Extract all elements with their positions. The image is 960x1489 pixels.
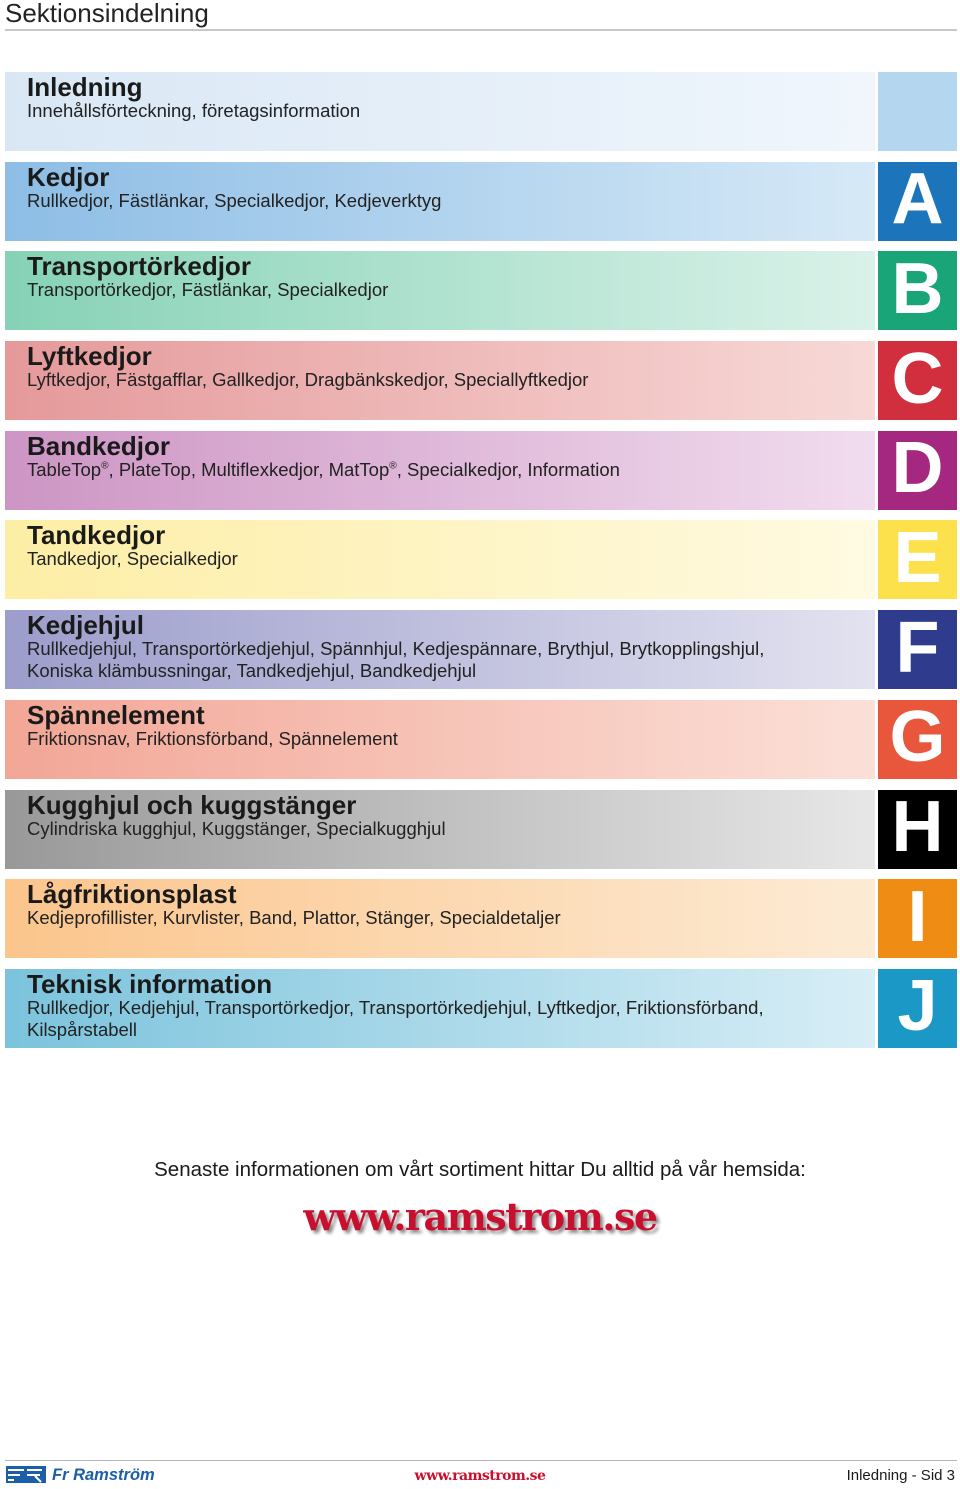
section-row-lagfriktionsplast[interactable] bbox=[5, 876, 957, 958]
section-title: Tandkedjor bbox=[27, 520, 166, 551]
section-tab-b[interactable] bbox=[878, 248, 957, 330]
section-band bbox=[5, 341, 875, 420]
section-band bbox=[5, 431, 875, 510]
section-tab-i[interactable] bbox=[878, 876, 957, 958]
section-row-teknisk-information[interactable] bbox=[5, 966, 957, 1048]
section-row-transportorkedjor[interactable] bbox=[5, 248, 957, 330]
section-subtitle: Rullkedjor, Kedjehjul, Transportörkedjor, Transportörkedjehjul, Lyftkedjor, Friktionsförband, Kilspårstabell bbox=[27, 996, 764, 1040]
section-tab-letter: G bbox=[889, 697, 946, 778]
section-title: Spännelement bbox=[27, 699, 205, 730]
section-tab-a[interactable] bbox=[878, 159, 957, 241]
section-tab-letter: A bbox=[891, 159, 944, 240]
section-tab-c[interactable] bbox=[878, 338, 957, 420]
section-subtitle: TableTop®, PlateTop, Multiflexkedjor, MatTop®, Specialkedjor, Information bbox=[27, 458, 620, 480]
section-band bbox=[5, 879, 875, 958]
section-title: Kugghjul och kuggstänger bbox=[27, 789, 357, 820]
section-tab-inledning[interactable] bbox=[878, 72, 957, 151]
section-subtitle: Rullkedjehjul, Transportörkedjehjul, Spännhjul, Kedjespännare, Brythjul, Brytkopplingshjul, Koniska klämbussningar, Tandkedjehjul, Bandkedjehjul bbox=[27, 638, 765, 682]
section-subtitle: Kedjeprofillister, Kurvlister, Band, Plattor, Stänger, Specialdetaljer bbox=[27, 907, 561, 929]
section-row-inledning[interactable] bbox=[5, 72, 957, 151]
section-subtitle: Friktionsnav, Friktionsförband, Spännelement bbox=[27, 727, 398, 749]
section-title: Lågfriktionsplast bbox=[27, 879, 237, 910]
fr-ramstrom-logo-icon bbox=[6, 1466, 46, 1483]
section-row-kedjehjul[interactable] bbox=[5, 607, 957, 689]
section-band bbox=[5, 162, 875, 241]
section-band bbox=[5, 790, 875, 869]
page-title: Sektionsindelning bbox=[5, 0, 209, 28]
section-tab-letter: E bbox=[893, 517, 942, 598]
section-row-kedjor[interactable] bbox=[5, 159, 957, 241]
section-tab-letter: D bbox=[891, 428, 944, 509]
footer-company-name: Fr Ramström bbox=[52, 1466, 155, 1484]
section-tab-j[interactable] bbox=[878, 966, 957, 1048]
section-band bbox=[5, 72, 875, 151]
section-subtitle: Rullkedjor, Fästlänkar, Specialkedjor, Kedjeverktyg bbox=[27, 189, 442, 211]
section-band bbox=[5, 610, 875, 689]
section-tab-e[interactable] bbox=[878, 517, 957, 599]
footer-website-link[interactable]: www.ramstrom.se bbox=[414, 1468, 546, 1484]
section-tab-g[interactable] bbox=[878, 697, 957, 779]
section-row-spannelement[interactable] bbox=[5, 697, 957, 779]
section-band bbox=[5, 700, 875, 779]
section-tab-letter: J bbox=[897, 966, 938, 1047]
section-tab-d[interactable] bbox=[878, 428, 957, 510]
footer-divider bbox=[5, 1460, 957, 1461]
section-row-kugghjul[interactable] bbox=[5, 787, 957, 869]
section-tab-letter: H bbox=[891, 787, 944, 867]
section-subtitle: Innehållsförteckning, företagsinformation bbox=[27, 100, 361, 121]
section-title: Bandkedjor bbox=[27, 430, 171, 461]
section-row-tandkedjor[interactable] bbox=[5, 517, 957, 599]
section-band bbox=[5, 969, 875, 1048]
section-subtitle: Lyftkedjor, Fästgafflar, Gallkedjor, Dragbänkskedjor, Speciallyftkedjor bbox=[27, 369, 589, 391]
section-subtitle: Tandkedjor, Specialkedjor bbox=[27, 548, 238, 570]
section-subtitle: Transportörkedjor, Fästlänkar, Specialkedjor bbox=[27, 279, 389, 301]
section-title: Teknisk information bbox=[27, 968, 273, 999]
section-title: Kedjor bbox=[27, 161, 110, 192]
section-title: Inledning bbox=[27, 72, 143, 102]
section-row-bandkedjor[interactable] bbox=[5, 428, 957, 510]
section-index bbox=[5, 72, 957, 1048]
website-promo-text: Senaste informationen om vårt sortiment hittar Du alltid på vår hemsida: bbox=[154, 1158, 806, 1181]
section-title: Kedjehjul bbox=[27, 610, 145, 641]
section-tab-letter: C bbox=[891, 338, 944, 419]
section-tab-letter: B bbox=[891, 248, 944, 329]
section-tab-letter: F bbox=[895, 607, 940, 688]
section-tab-letter: I bbox=[907, 876, 928, 957]
section-tab-h[interactable] bbox=[878, 787, 957, 869]
section-band bbox=[5, 251, 875, 330]
section-title: Transportörkedjor bbox=[27, 251, 251, 282]
section-row-lyftkedjor[interactable] bbox=[5, 338, 957, 420]
section-band bbox=[5, 520, 875, 599]
section-tab-f[interactable] bbox=[878, 607, 957, 689]
footer-page-label: Inledning - Sid 3 bbox=[846, 1467, 955, 1484]
section-subtitle: Cylindriska kugghjul, Kuggstänger, Specialkugghjul bbox=[27, 817, 446, 839]
section-title: Lyftkedjor bbox=[27, 341, 152, 372]
header-divider bbox=[5, 29, 957, 31]
website-promo-link[interactable]: www.ramstrom.se bbox=[303, 1194, 657, 1239]
